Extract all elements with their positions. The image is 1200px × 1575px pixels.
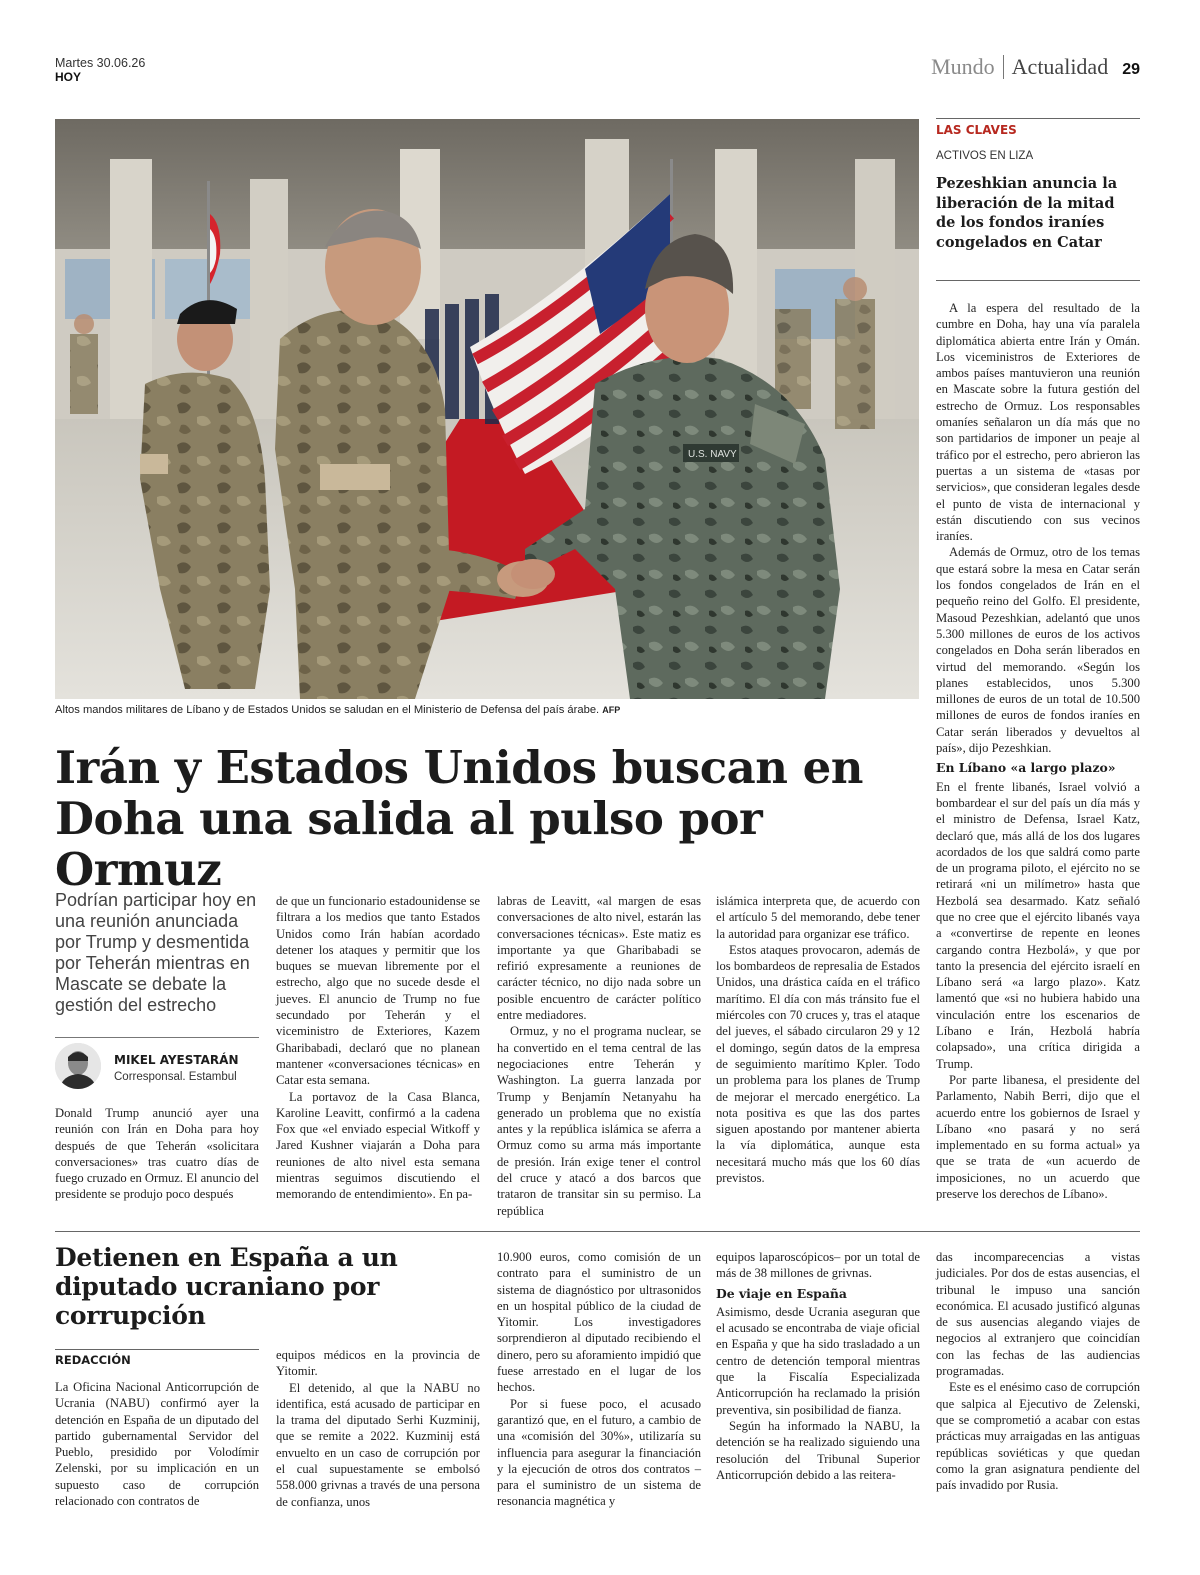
author-name: MIKEL AYESTARÁN xyxy=(114,1053,239,1067)
caption-text: Altos mandos militares de Líbano y de Estados Unidos se saludan en el Ministerio de Defensa del país árabe. xyxy=(55,704,600,716)
author-avatar xyxy=(55,1043,101,1089)
paragraph: das incomparecencias a vistas judiciales. Por dos de estas ausencias, el tribunal le impuso una sanción económica. El acusado justificó algunas de sus ausencias alegando viajes de negocios al extranjero que coincidían con las fechas de las audiencias programadas. xyxy=(936,1250,1140,1379)
second-headline: Detienen en España a un diputado ucraniano por corrupción xyxy=(55,1243,398,1330)
byline-divider-2 xyxy=(55,1349,259,1350)
sidebar-mid-rule xyxy=(936,280,1140,281)
paragraph: equipos médicos en la provincia de Yitomir. xyxy=(276,1348,480,1379)
sidebar-top-rule xyxy=(936,118,1140,119)
paragraph: Según ha informado la NABU, la detención se ha realizado siguiendo una resolución del Tribunal Superior Anticorrupción debido a las reitera- xyxy=(716,1418,920,1482)
svg-text:U.S. NAVY: U.S. NAVY xyxy=(688,449,737,460)
main-col-3 xyxy=(497,893,701,1219)
paragraph: de que un funcionario estadounidense se filtrara a los medios que tanto Estados Unidos como Irán habían acordado detener los ataques y permitir que los buques se muevan libremente por el estrecho, algo que no sucede desde el jueves. El anuncio de Trump no fue secundado por Teherán y el viceministro de Exteriores, Kazem Gharibabadi, declaró que no planean mantener «conversaciones técnicas» en Catar esta semana. xyxy=(276,894,480,1088)
paragraph: A la espera del resultado de la cumbre en Doha, hay una vía paralela diplomática abierta entre Irán y Omán. Los viceministros de Exteriores de ambos países mantuvieron una reunión en Mascate sobre la futura gestión del estrecho de Ormuz. Los responsables omaníes señalaron un día más que no son partidarios de imponer un peaje al tráfico por el estrecho, pero abrieron las puertas a un sistema de «tasas por servicios», que consideran legales desde el punto de vista de internacional y están discutiendo con sus vecinos iraníes. xyxy=(936,301,1140,544)
paragraph: Ormuz, y no el programa nuclear, se ha convertido en el tema central de las negociaciones entre Teherán y Washington. La guerra lanzada por Trump y Benjamín Netanyahu ha generado un problema que no existía antes y la república islámica se aferra a Ormuz como su arma más importante de presión. Irán exige tener el control del cruce y atacó a dos barcos que trataron de transitar sin su permiso. La república xyxy=(497,1024,701,1218)
photo-credit: AFP xyxy=(602,705,621,715)
sidebar-title: Pezeshkian anuncia la liberación de la mitad de los fondos iraníes congelados en Catar xyxy=(936,175,1118,251)
paragraph: Asimismo, desde Ucrania aseguran que el acusado se encontraba de viaje oficial en España y que ha sido trasladado a un centro de detención temporal mientras que la Fiscalía Especializada Anticorrupción ha reclamado la prisión preventiva, sin posibilidad de fianza. xyxy=(716,1304,920,1417)
paragraph: Este es el enésimo caso de corrupción que salpica al Ejecutivo de Zelenski, que se comprometió a acabar con estas prácticas muy arraigadas en las antiguas repúblicas soviéticas y que quedan como la gran asignatura pendiente del país invadido por Rusia. xyxy=(936,1380,1140,1493)
sidebar-kicker: LAS CLAVES xyxy=(936,123,1017,137)
sidebar-label: ACTIVOS EN LIZA xyxy=(936,150,1034,162)
issue-date: Martes 30.06.26 xyxy=(55,56,146,70)
photo-caption xyxy=(55,704,919,716)
page-number: 29 xyxy=(1122,61,1140,78)
paragraph: Por si fuese poco, el acusado garantizó que, en el futuro, a cambio de una «comisión del 30%», utilizaría su influencia para asegurar la financiación y la ejecución de otros dos contratos –para el suministro de un sistema de resonancia magnética y xyxy=(497,1396,701,1509)
main-headline: Irán y Estados Unidos buscan en Doha una salida al pulso por Ormuz xyxy=(55,741,864,896)
paragraph: En el frente libanés, Israel volvió a bombardear el sur del país un día más y el ministro de Defensa, Israel Katz, declaró que, más allá de los dos lugares acordados de los que saldrá como parte de un programa piloto, el ejército no se retirará «ni un milímetro» hasta que Hezbolá sea desarmado. Katz señaló que no cree que el ejército libanés vaya a «convertirse de repente en leones cargando contra Hezbolá», y que por tanto la presencia del ejército israelí en Líbano será «a largo plazo». Katz lamentó que «si no hubiera habido una vinculación entre los escenarios de Líbano e Irán, Hezbolá habría colapsado», una crítica dirigida a Trump. xyxy=(936,779,1140,1071)
paragraph: Por parte libanesa, el presidente del Parlamento, Nabih Berri, dijo que el acuerdo entre los gobiernos de Israel y Líbano «no pasará y no será implementado en su forma actual» ya que se trata de «un acuerdo de imposiciones, no un acuerdo que preserve los derechos de Líbano». xyxy=(936,1072,1140,1202)
author-role: Corresponsal. Estambul xyxy=(114,1071,237,1083)
paragraph: islámica interpreta que, de acuerdo con el artículo 5 del memorando, debe tener la autoridad para organizar ese tráfico. xyxy=(716,894,920,941)
second-col-3 xyxy=(497,1249,701,1510)
second-subhead: De viaje en España xyxy=(716,1285,847,1301)
second-col-4 xyxy=(716,1249,920,1483)
sidebar-subhead: En Líbano «a largo plazo» xyxy=(936,760,1116,776)
section-header xyxy=(931,54,1140,80)
main-col-4 xyxy=(716,893,920,1186)
sidebar-body xyxy=(936,300,1140,1202)
main-col-1 xyxy=(55,1105,259,1203)
second-col-2 xyxy=(276,1347,480,1510)
main-photo xyxy=(55,119,919,699)
paragraph: Donald Trump anunció ayer una reunión con Irán en Doha para hoy después de que Teherán «solicitara conversaciones» tras cuatro días de fuego cruzado en Ormuz. El anuncio del presidente se produjo poco después xyxy=(55,1106,259,1202)
paragraph: El detenido, al que la NABU no identifica, está acusado de participar en la trama del diputado Serhi Kuzminij, que se remite a 2022. Kuzminij está envuelto en un caso de corrupción por el cual supuestamente se embolsó 558.000 grivnas a través de una persona de confianza, unos xyxy=(276,1380,480,1509)
second-col-1 xyxy=(55,1379,259,1509)
publication-name: HOY xyxy=(55,70,82,84)
paragraph: 10.900 euros, como comisión de un contrato para el suministro de un sistema de diagnóstico por ultrasonidos en un hospital público de la ciudad de Yitomir. Los investigadores sorprendieron al diputado recibiendo el dinero, pero su aforamiento impidió que fuese arrestado en el lugar de los hechos. xyxy=(497,1250,701,1395)
byline-divider xyxy=(55,1037,259,1038)
paragraph: Estos ataques provocaron, además de los bombardeos de represalia de Estados Unidos, una drástica caída en el tráfico marítimo. El día con más tránsito fue el miércoles con 70 cruces y, tras el ataque del jueves, el sábado circularon 29 y 12 el domingo, según datos de la empresa de seguimiento marítimo Kpler. Todo un problema para los planes de Trump de mejorar el mercado energético. La nota positiva es que las dos partes siguen apostando por mantener abierta la vía diplomática, aunque esta necesitará mucho más que los 60 días previstos. xyxy=(716,942,920,1186)
section-name: Mundo xyxy=(931,54,995,79)
paragraph: labras de Leavitt, «al margen de esas conversaciones de alto nivel, estarán las conversaciones técnicas». Este matiz es importante ya que Gharibabadi se refirió expresamente a reuniones de carácter técnico, no dijo nada sobre un posible encuentro de carácter político entre mediadores. xyxy=(497,894,701,1023)
second-byline: REDACCIÓN xyxy=(55,1353,131,1367)
paragraph: La portavoz de la Casa Blanca, Karoline Leavitt, confirmó a la cadena Fox que «el enviado especial Witkoff y Jared Kushner viajarán a Doha para reuniones de alto nivel esta semana mientras seguimos discutiendo el memorando de entendimiento». En pa- xyxy=(276,1089,480,1202)
standfirst: Podrían participar hoy en una reunión anunciada por Trump y desmentida por Teherán mientras en Mascate se debate la gestión del estrecho xyxy=(55,890,257,1015)
section-divider xyxy=(1003,55,1004,79)
second-col-5 xyxy=(936,1249,1140,1493)
main-col-2 xyxy=(276,893,480,1203)
paragraph: La Oficina Nacional Anticorrupción de Ucrania (NABU) confirmó ayer la detención en España de un diputado del partido gubernamental Servidor del Pueblo, presidido por Volodímir Zelenski, por su implicación en un supuesto caso de corrupción relacionado con contratos de xyxy=(55,1380,259,1509)
subsection-name: Actualidad xyxy=(1011,54,1109,79)
paragraph: equipos laparoscópicos– por un total de más de 38 millones de grivnas. xyxy=(716,1250,920,1281)
paragraph: Además de Ormuz, otro de los temas que estará sobre la mesa en Catar serán los fondos congelados de Irán en el pequeño reino del Golfo. El presidente, Masoud Pezeshkian, adelantó que unos 5.300 millones de euros de los activos congelados en Doha serán liberados en virtud del memorando. «Según los planes establecidos, unos 5.300 millones de euros de un total de 10.500 millones de euros de fondos iraníes en Catar serán liberados y devueltos al país», dijo Pezeshkian. xyxy=(936,545,1140,756)
story-separator xyxy=(55,1231,1140,1232)
